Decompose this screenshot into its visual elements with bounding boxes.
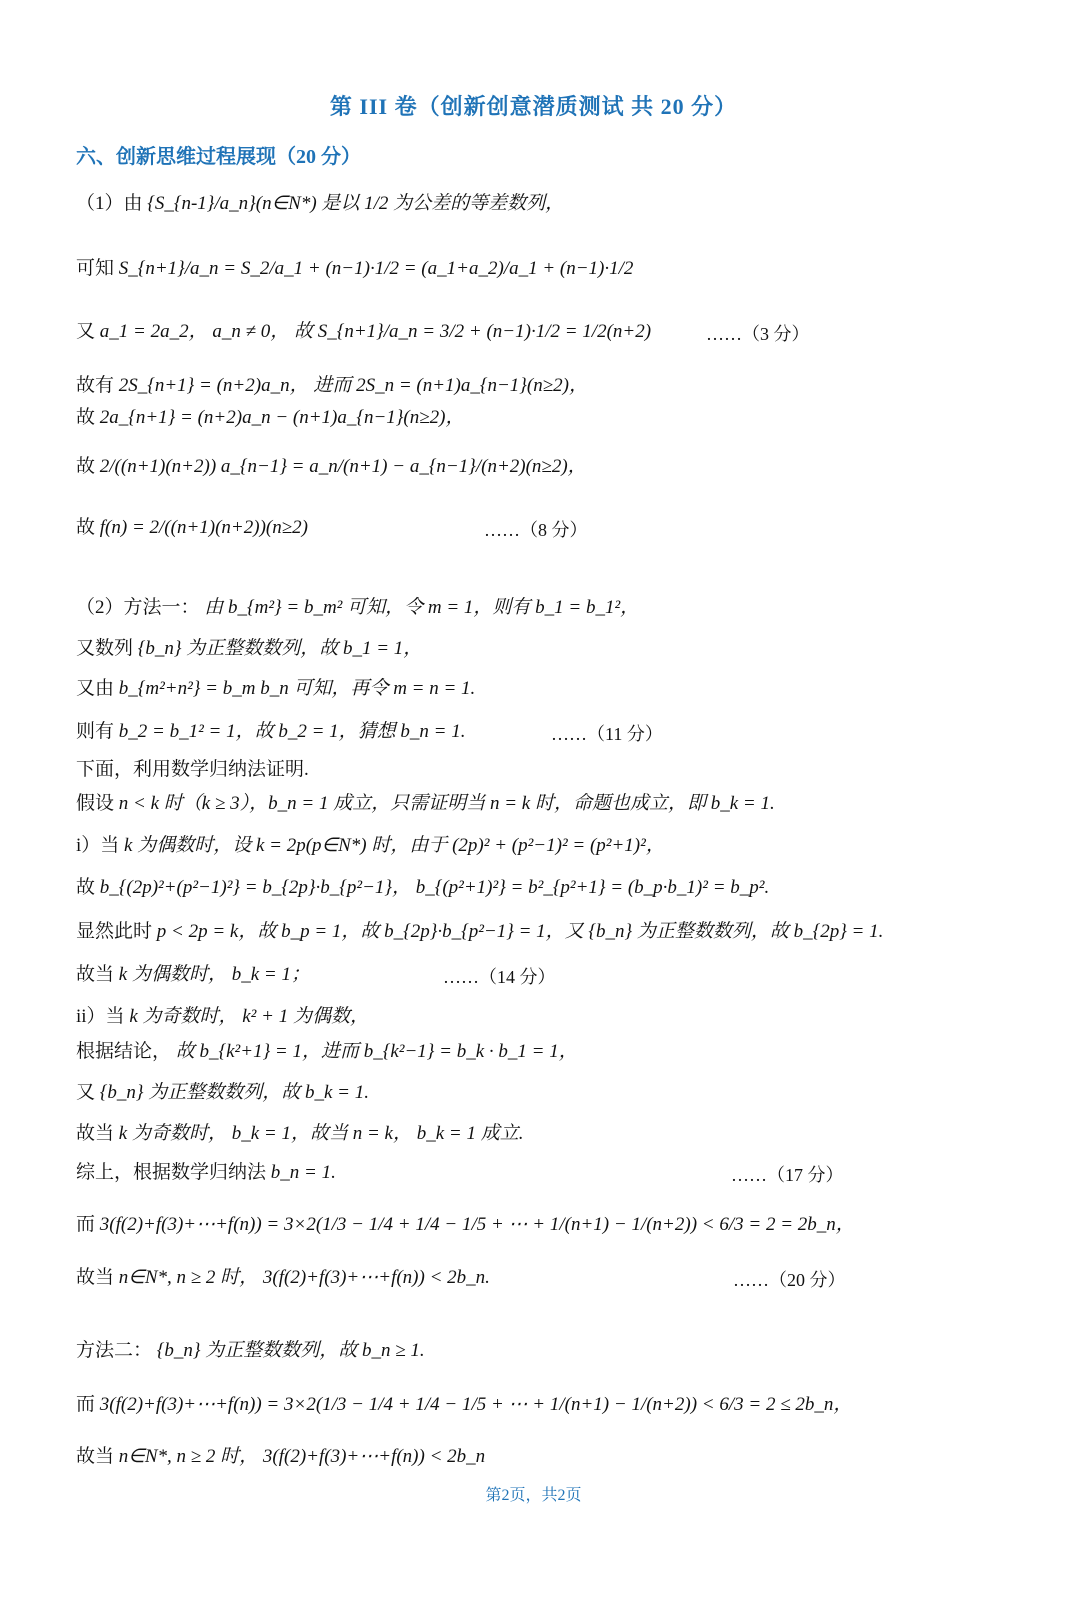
line-27: 故当 n∈N*, n ≥ 2 时， 3(f(2)+f(3)+⋯+f(n)) < 2b_n: [76, 1446, 486, 1467]
line-4: 故有 2S_{n+1} = (n+2)a_n， 进而 2S_n = (n+1)a_{n−1}(n≥2)，: [76, 375, 588, 396]
line-16: 显然此时 p < 2p = k，故 b_p = 1，故 b_{2p}·b_{p²−1} = 1，又 {b_n} 为正整数数列，故 b_{2p} = 1.: [76, 921, 884, 942]
line-14: i）当 k 为偶数时，设 k = 2p(p∈N*) 时，由于 (2p)² + (p²−1)² = (p²+1)²，: [76, 835, 665, 856]
score-8: ……（8 分）: [484, 520, 588, 540]
line-18: ii）当 k 为奇数时， k² + 1 为偶数，: [76, 1006, 369, 1027]
line-24: 故当 n∈N*, n ≥ 2 时， 3(f(2)+f(3)+⋯+f(n)) < 2b_n.: [76, 1267, 490, 1288]
line-8: （2）方法一： 由 b_{m²} = b_m² 可知，令 m = 1，则有 b_1 = b_1²，: [76, 597, 640, 618]
line-20: 又 {b_n} 为正整数数列，故 b_k = 1.: [76, 1082, 369, 1103]
line-7: 故 f(n) = 2/((n+1)(n+2))(n≥2): [76, 517, 308, 538]
line-22: 综上，根据数学归纳法 b_n = 1.: [76, 1162, 336, 1183]
score-17: ……（17 分）: [731, 1165, 844, 1185]
line-13: 假设 n < k 时（k ≥ 3），b_n = 1 成立，只需证明当 n = k 时，命题也成立，即 b_k = 1.: [76, 793, 775, 814]
page-footer: 第2页，共2页: [485, 1487, 582, 1504]
line-9: 又数列 {b_n} 为正整数数列，故 b_1 = 1，: [76, 638, 423, 659]
line-10: 又由 b_{m²+n²} = b_m b_n 可知，再令 m = n = 1.: [76, 678, 476, 699]
line-19: 根据结论， 故 b_{k²+1} = 1，进而 b_{k²−1} = b_k · b_1 = 1，: [76, 1041, 578, 1062]
line-26: 而 3(f(2)+f(3)+⋯+f(n)) = 3×2(1/3 − 1/4 + 1/4 − 1/5 + ⋯ + 1/(n+1) − 1/(n+2)) < 6/3 = 2 ≤ 2b_n，: [76, 1394, 853, 1415]
line-5: 故 2a_{n+1} = (n+2)a_n − (n+1)a_{n−1}(n≥2)，: [76, 407, 465, 428]
score-14: ……（14 分）: [443, 967, 556, 987]
page-title: 第 III 卷（创新创意潜质测试 共 20 分）: [329, 94, 738, 119]
line-3: 又 a_1 = 2a_2， a_n ≠ 0， 故 S_{n+1}/a_n = 3/2 + (n−1)·1/2 = 1/2(n+2): [76, 321, 652, 342]
score-20: ……（20 分）: [733, 1270, 846, 1290]
line-17: 故当 k 为偶数时， b_k = 1；: [76, 964, 310, 985]
line-6: 故 2/((n+1)(n+2)) a_{n−1} = a_n/(n+1) − a_{n−1}/(n+2)(n≥2)，: [76, 456, 587, 477]
score-11: ……（11 分）: [551, 724, 663, 744]
line-23: 而 3(f(2)+f(3)+⋯+f(n)) = 3×2(1/3 − 1/4 + 1/4 − 1/5 + ⋯ + 1/(n+1) − 1/(n+2)) < 6/3 = 2 = 2b_n，: [76, 1214, 855, 1235]
line-11: 则有 b_2 = b_1² = 1，故 b_2 = 1，猜想 b_n = 1.: [76, 721, 466, 742]
line-1: （1）由 {S_{n-1}/a_n}(n∈N*) 是以 1/2 为公差的等差数列，: [76, 193, 565, 214]
line-12: 下面，利用数学归纳法证明.: [76, 759, 309, 780]
line-25: 方法二： {b_n} 为正整数数列，故 b_n ≥ 1.: [76, 1340, 425, 1361]
score-3: ……（3 分）: [706, 324, 810, 344]
line-15: 故 b_{(2p)²+(p²−1)²} = b_{2p}·b_{p²−1}， b_{(p²+1)²} = b²_{p²+1} = (b_p·b_1)² = b_p².: [76, 877, 770, 898]
line-21: 故当 k 为奇数时， b_k = 1，故当 n = k， b_k = 1 成立.: [76, 1123, 524, 1144]
line-2: 可知 S_{n+1}/a_n = S_2/a_1 + (n−1)·1/2 = (a_1+a_2)/a_1 + (n−1)·1/2: [76, 258, 634, 279]
section-heading: 六、创新思维过程展现（20 分）: [76, 146, 361, 168]
